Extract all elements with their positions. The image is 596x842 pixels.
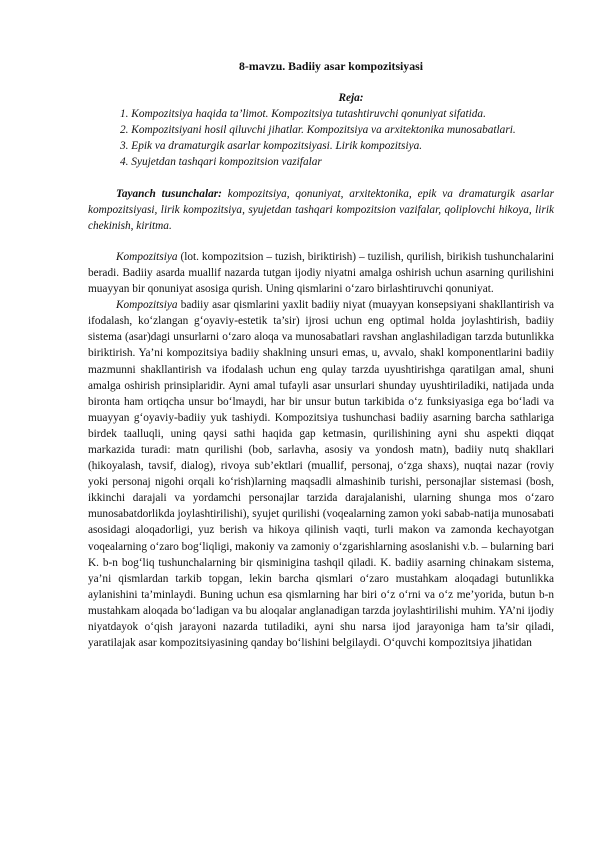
plan-item-3: 3. Epik va dramaturgik asarlar kompozitsiyasi. Lirik kompozitsiya.: [120, 140, 423, 153]
plan-item-4: 4. Syujetdan tashqari kompozitsion vazifalar: [120, 156, 322, 169]
plan-item-1: 1. Kompozitsiya haqida ta’limot. Kompozitsiya tutashtiruvchi qonuniyat sifatida.: [120, 108, 486, 121]
paragraph-2-text: badiiy asar qismlarini yaxlit badiiy niyat (muayyan konsepsiyani shakllantirish va ifodalash, ko‘zlangan g‘oyaviy-estetik ta’sir) ijrosi uchun eng optimal holda joylashtirish, badiiy sistema (asar)dagi unsurlarni o‘zaro aloqa va munosabatlari ravshan anglashiladigan tarzda butunlikka biriktirish. Ya’ni kompozitsiya badiiy shaklning unsuri emas, u, avvalo, shakl komponentlarini badiiy mazmunni shakllantirish va ifodalash uchun eng qulay tarzda uyushtirishga qaratilgan amal, shuni amalga oshirish prinsiplaridir. Ayni amal tufayli asar unsurlari shunday uyushtiriladiki, natijada unda bironta ham ortiqcha unsur bo‘lmaydi, har bir unsur butun tarkibida o‘z funksiyasiga ega bo‘ladi va muayyan g‘oyaviy-badiiy yuk tashiydi. Kompozitsiya tushunchasi badiiy asarning barcha sathlariga birdek taalluqli, uning qaysi sathi haqida gap ketmasin, qurilishining ayni shu aspekti diqqat markazida turadi: matn qurilishi (bob, sarlavha, asosiy va yondosh matn), badiiy nutq shakllari (hikoyalash, tavsif, dialog), rivoya sub’ektlari (muallif, personaj, o‘zga shaxs), nuqtai nazar (roviy yoki personaj nigohi orqali ko‘rish)larning maqsadli almashinib turishi, personajlar sistemasi (bosh, ikkinchi darajali va yordamchi personajlar tarzida darajalanishi, ularning shunga mos o‘zaro munosabatdorlikda joylashtirilishi), syujet qurilishi (voqealarning zamon yoki sabab-natija munosabati asosidagi aloqadorligi, yuz berish va hikoya qilinish vaqti, turli makon va zamonda kechayotgan voqealarning o‘zaro bog‘liqligi, makoniy va zamoniy o‘zgarishlarning asoslanishi v.b. – bularning bari K. b-n bog‘liq tushunchalarning bir qisminigina tashqil qiladi. K. badiiy asarning chinakam sistema, ya’ni qismlardan tarkib topgan, lekin barcha qismlari o‘zaro mustahkam aloqadagi butunlikka aylanishini ta’minlaydi. Buning uchun esa qismlarning har biri o‘z o‘rni va o‘z me’yorida, butun b-n mustahkam aloqada bo‘ladigan va bu aloqalar anglanadigan tarzda joylashtirilishi muhim. YA’ni ijodiy niyatdayok o‘qish jarayoni nazarda tutiladiki, ayni shu narsa ijod jarayoniga ham ta’sir qiladi, yaratilajak asar kompozitsiyasining qanday bo‘lishini belgilaydi. O‘quvchi kompozitsiya jihatidan: [88, 299, 554, 650]
plan-heading: Reja:: [338, 92, 364, 105]
paragraph-1-term: Kompozitsiya: [116, 250, 178, 263]
plan-item-2: 2. Kompozitsiyani hosil qiluvchi jihatlar. Kompozitsiya va arxitektonika munosabatlari.: [120, 124, 516, 137]
paragraph-2: [88, 297, 554, 651]
paragraph-1-text: (lot. kompozitsion – tuzish, biriktirish) – tuzilish, qurilish, birikish tushunchalarini beradi. Badiiy asarda muallif nazarda tutgan ijodiy niyatni amalga oshirish uchun asarning qurilishini muayyan bir qonuniyat asosiga qurish. Uning qismlarini o‘zaro birlashtiruvchi qonuniyat.: [88, 250, 554, 296]
paragraph-2-term: Kompozitsiya: [116, 299, 178, 312]
plan-list: [88, 106, 554, 170]
body-text: [88, 249, 554, 651]
key-concepts-text: kompozitsiya, qonuniyat, arxitektonika, epik va dramaturgik asarlar kompozitsiyasi, lirik kompozitsiya, syujetdan tashqari kompozitsion vazifalar, qoliplovchi hikoya, lirik chekinish, kiritma.: [88, 187, 554, 232]
key-concepts-label: Tayanch tusunchalar:: [116, 187, 222, 200]
paragraph-1: [88, 249, 554, 297]
key-concepts: [88, 186, 554, 234]
page-title: 8-mavzu. Badiiy asar kompozitsiyasi: [239, 59, 423, 73]
